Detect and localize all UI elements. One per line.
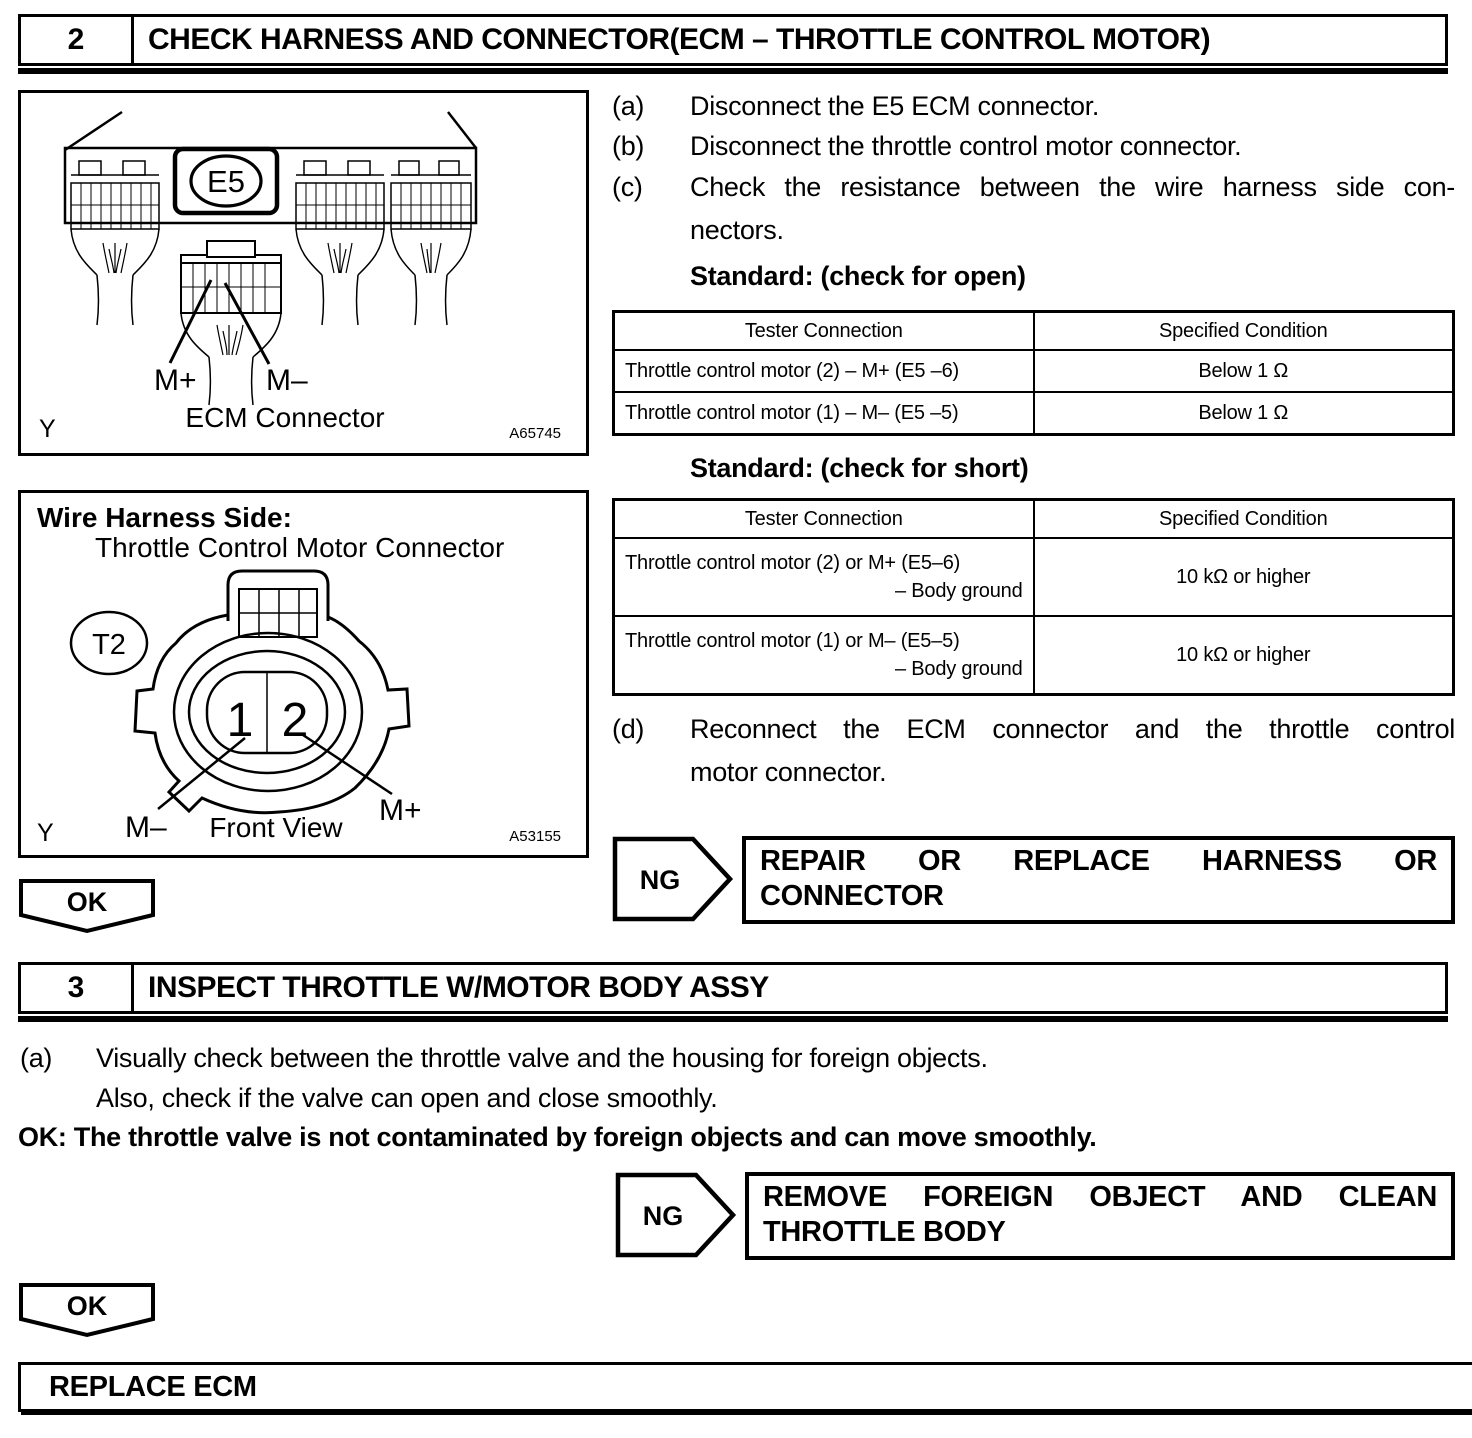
ok-flag-2 — [18, 1282, 158, 1338]
procedure-2-title: CHECK HARNESS AND CONNECTOR(ECM – THROTTLE CONTROL MOTOR) — [148, 23, 1211, 56]
pin-2-label: 2 — [281, 694, 309, 747]
col-header-specified-condition: Specified Condition — [1034, 500, 1454, 539]
tester-connection-value: Throttle control motor (1) – M– (E5 –5) — [614, 392, 1034, 435]
fig2-m-plus-label: M+ — [379, 794, 422, 827]
connector-ring-outer — [174, 633, 362, 791]
leader-m-plus — [170, 280, 211, 363]
fig1-corner-mark: Y — [39, 415, 56, 443]
ng-action-line2: CONNECTOR — [760, 880, 944, 912]
step-b-text: Disconnect the throttle control motor connector. — [690, 131, 1242, 161]
col-header-tester-connection: Tester Connection — [614, 500, 1034, 539]
step-3a — [20, 1038, 1450, 1118]
connection-line2: – Body ground — [895, 658, 1023, 680]
table-row — [614, 312, 1454, 351]
ecm-e5-plate — [175, 149, 277, 213]
table-check-open — [612, 310, 1455, 436]
fig1-m-plus-label: M+ — [154, 364, 197, 397]
step-b-label: (b) — [612, 131, 645, 161]
table-row — [614, 538, 1454, 616]
ng-result-1 — [612, 836, 1455, 924]
header-thick-rule — [18, 68, 1448, 74]
col-header-tester-connection: Tester Connection — [614, 312, 1034, 351]
table-row — [614, 350, 1454, 392]
ok-label: OK — [66, 887, 108, 917]
connector-pin-cavity — [207, 672, 327, 753]
pin-1-label: 1 — [226, 694, 254, 747]
step-c-line1: Check the resistance between the wire harness side con- — [690, 172, 1455, 202]
specified-condition-value: Below 1 Ω — [1034, 350, 1454, 392]
ng-action-line1: REMOVE FOREIGN OBJECT AND CLEAN — [763, 1181, 1437, 1213]
step-3a-label: (a) — [20, 1043, 53, 1073]
fig2-m-minus-label: M– — [125, 811, 167, 844]
ok-flag-1 — [18, 878, 158, 934]
step-d-label: (d) — [612, 714, 645, 744]
ng-arrow-icon — [612, 836, 734, 922]
step-3a-line1: Visually check between the throttle valve and the housing for foreign objects. — [96, 1043, 988, 1073]
connection-line1: Throttle control motor (1) or M– (E5–5) — [625, 630, 960, 652]
t2-badge — [71, 612, 147, 674]
fig2-title: Wire Harness Side: — [37, 502, 292, 533]
connector-top-tab — [228, 571, 328, 637]
ecm-case-edge-left — [65, 112, 122, 150]
connection-line1: Throttle control motor (2) or M+ (E5–6) — [625, 552, 961, 574]
ng-result-2 — [615, 1172, 1455, 1260]
t2-label: T2 — [92, 629, 126, 661]
ecm-side-connector-4 — [391, 161, 471, 325]
step-3a-line2: Also, check if the valve can open and close smoothly. — [96, 1083, 718, 1113]
figure-ecm-connector — [18, 90, 589, 456]
leader-pin2-m-plus — [303, 735, 392, 794]
table-row — [614, 616, 1454, 695]
ng-label: NG — [642, 1201, 684, 1231]
ecm-connector-diagram — [21, 93, 580, 447]
fig2-corner-mark: Y — [37, 819, 54, 847]
specified-condition-value: 10 kΩ or higher — [1034, 616, 1454, 695]
standard-check-short: Standard: (check for short) — [690, 453, 1029, 483]
step-a — [612, 86, 1455, 126]
tester-connection-value: Throttle control motor (2) – M+ (E5 –6) — [614, 350, 1034, 392]
ecm-side-connector-3 — [296, 161, 384, 325]
procedure-3-header-box — [18, 962, 1448, 1014]
procedure-3-title: INSPECT THROTTLE W/MOTOR BODY ASSY — [148, 971, 769, 1004]
ecm-case-edge-right — [448, 112, 476, 148]
replace-ecm-box — [18, 1362, 1472, 1412]
header-thick-rule — [18, 1016, 1448, 1022]
fig2-id: A53155 — [509, 828, 561, 845]
ng-arrow-icon — [615, 1172, 737, 1258]
procedure-3-header — [18, 962, 1448, 1022]
step-a-text: Disconnect the E5 ECM connector. — [690, 91, 1100, 121]
procedure-2-instructions — [612, 86, 1455, 924]
fig1-caption: ECM Connector — [185, 402, 385, 433]
col-header-specified-condition: Specified Condition — [1034, 312, 1454, 351]
ok-label: OK — [66, 1291, 108, 1321]
step-d-line1: Reconnect the ECM connector and the throttle control — [690, 714, 1455, 744]
ng-action-line1: REPAIR OR REPLACE HARNESS OR — [760, 845, 1437, 877]
ecm-side-connector-1 — [71, 161, 159, 325]
figure-throttle-motor-connector — [18, 490, 589, 858]
step-c — [612, 166, 1455, 252]
procedure-2-header-box — [18, 14, 1448, 66]
e5-label: E5 — [207, 164, 245, 199]
ng-label: NG — [639, 865, 681, 895]
ng-action-box — [745, 1172, 1455, 1260]
fig2-subtitle: Throttle Control Motor Connector — [95, 532, 505, 563]
leader-m-minus — [225, 283, 269, 364]
fig1-id: A65745 — [509, 425, 561, 442]
connector-outer-outline — [135, 615, 409, 813]
procedure-2-header — [18, 14, 1448, 74]
ok-criteria: OK: The throttle valve is not contaminated by foreign objects and can move smoothly. — [18, 1122, 1097, 1152]
tester-connection-value — [614, 616, 1034, 695]
step-c-line2: nectors. — [690, 215, 784, 245]
procedure-3-number: 3 — [21, 965, 134, 1011]
connection-line2: – Body ground — [895, 580, 1023, 602]
ng-action-line2: THROTTLE BODY — [763, 1216, 1006, 1248]
specified-condition-value: 10 kΩ or higher — [1034, 538, 1454, 616]
throttle-motor-connector-diagram — [21, 493, 580, 849]
table-row — [614, 500, 1454, 539]
procedure-2-number: 2 — [21, 17, 134, 63]
step-c-label: (c) — [612, 172, 643, 202]
specified-condition-value: Below 1 Ω — [1034, 392, 1454, 435]
replace-ecm-label: REPLACE ECM — [49, 1370, 257, 1403]
step-d-line2: motor connector. — [690, 757, 887, 787]
step-a-label: (a) — [612, 91, 645, 121]
ng-action-box — [742, 836, 1455, 924]
standard-check-open: Standard: (check for open) — [690, 261, 1026, 291]
tester-connection-value — [614, 538, 1034, 616]
step-b — [612, 126, 1455, 166]
table-row — [614, 392, 1454, 435]
fig2-caption: Front View — [209, 812, 343, 843]
fig1-m-minus-label: M– — [266, 364, 308, 397]
table-check-short — [612, 498, 1455, 696]
step-d — [612, 708, 1455, 794]
